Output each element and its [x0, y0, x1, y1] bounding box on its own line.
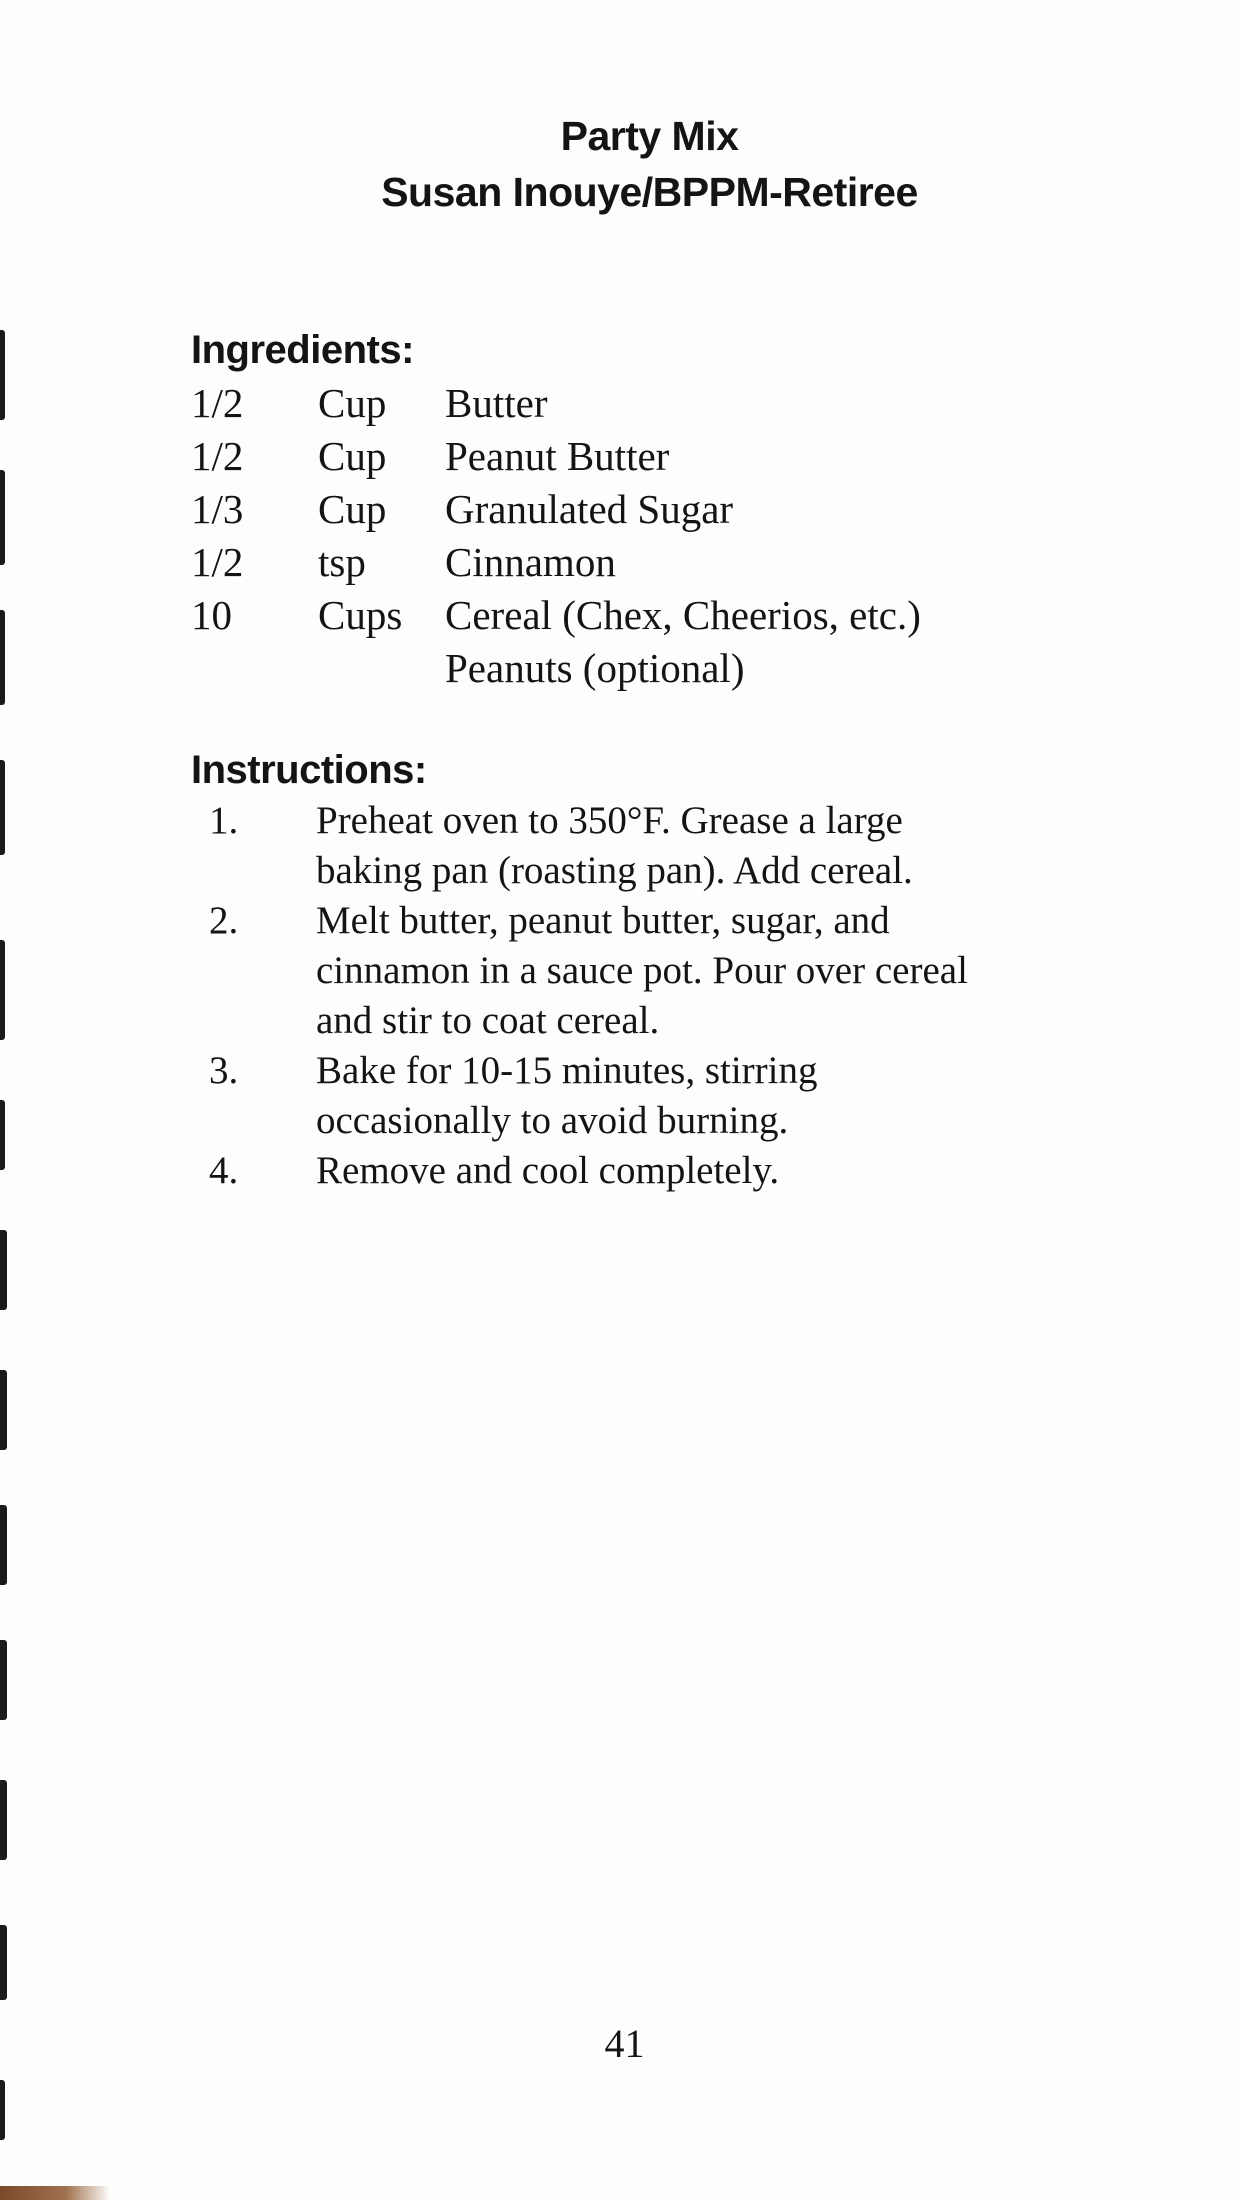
binding-mark: [0, 760, 5, 855]
step-line: baking pan (roasting pan). Add cereal.: [316, 849, 913, 892]
binding-mark: [0, 940, 5, 1040]
step-line: and stir to coat cereal.: [316, 999, 660, 1042]
ingredient-unit: [318, 642, 445, 695]
ingredient-quantity: 1/2: [191, 539, 244, 585]
recipe-header: [0, 108, 1239, 220]
step-text: [316, 796, 1076, 896]
ingredient-row: [191, 430, 921, 483]
binding-mark: [0, 610, 5, 705]
ingredient-name: Peanuts (optional): [445, 645, 745, 691]
ingredient-row: [191, 589, 921, 642]
step-line: Melt butter, peanut butter, sugar, and: [316, 899, 890, 942]
binding-mark: [0, 1100, 5, 1170]
ingredient-unit: Cup: [318, 486, 387, 532]
instructions-heading: Instructions:: [191, 748, 427, 792]
step-line: Remove and cool completely.: [316, 1149, 780, 1192]
binding-mark: [0, 470, 5, 565]
ingredient-unit: Cup: [318, 380, 387, 426]
ingredient-unit: Cups: [318, 592, 403, 638]
ingredient-quantity: 1/2: [191, 380, 244, 426]
ingredient-unit: tsp: [318, 539, 366, 585]
instruction-step: [191, 1146, 1076, 1196]
ingredient-quantity: 1/2: [191, 433, 244, 479]
step-number: 2.: [209, 899, 239, 942]
instruction-step: [191, 796, 1076, 896]
recipe-title: Party Mix: [560, 113, 739, 159]
step-number: 3.: [209, 1049, 239, 1092]
binding-mark: [0, 1925, 7, 2000]
instructions-list: [191, 796, 1076, 1196]
binding-mark: [0, 1370, 7, 1450]
binding-mark: [0, 2080, 5, 2140]
ingredient-row: [191, 642, 921, 695]
ingredient-unit: Cup: [318, 433, 387, 479]
binding-mark: [0, 1780, 7, 1860]
ingredients-list: [191, 377, 921, 695]
page-corner-shadow: [0, 2186, 110, 2200]
step-line: occasionally to avoid burning.: [316, 1099, 789, 1142]
instruction-step: [191, 1046, 1076, 1146]
ingredient-name: Granulated Sugar: [445, 486, 734, 532]
ingredient-name: Peanut Butter: [445, 433, 670, 479]
ingredient-row: [191, 536, 921, 589]
ingredient-row: [191, 377, 921, 430]
binding-mark: [0, 330, 5, 420]
ingredient-quantity: 1/3: [191, 486, 244, 532]
step-text: [316, 896, 1076, 1046]
ingredients-heading: Ingredients:: [191, 328, 414, 372]
step-number: 4.: [209, 1149, 239, 1192]
step-line: cinnamon in a sauce pot. Pour over cereal: [316, 949, 968, 992]
step-number: 1.: [209, 799, 239, 842]
binding-mark: [0, 1230, 7, 1310]
binding-mark: [0, 1505, 7, 1585]
step-line: Bake for 10-15 minutes, stirring: [316, 1049, 818, 1092]
step-line: Preheat oven to 350°F. Grease a large: [316, 799, 903, 842]
recipe-author: Susan Inouye/BPPM-Retiree: [381, 169, 918, 215]
ingredient-quantity: [191, 642, 318, 695]
binding-mark: [0, 1640, 7, 1720]
instruction-step: [191, 896, 1076, 1046]
step-text: [316, 1046, 1076, 1146]
ingredient-row: [191, 483, 921, 536]
ingredient-quantity: 10: [191, 592, 232, 638]
ingredient-name: Butter: [445, 380, 548, 426]
ingredient-name: Cinnamon: [445, 539, 616, 585]
page-number: 41: [604, 2021, 645, 2066]
ingredient-name: Cereal (Chex, Cheerios, etc.): [445, 592, 921, 638]
step-text: [316, 1146, 1076, 1196]
